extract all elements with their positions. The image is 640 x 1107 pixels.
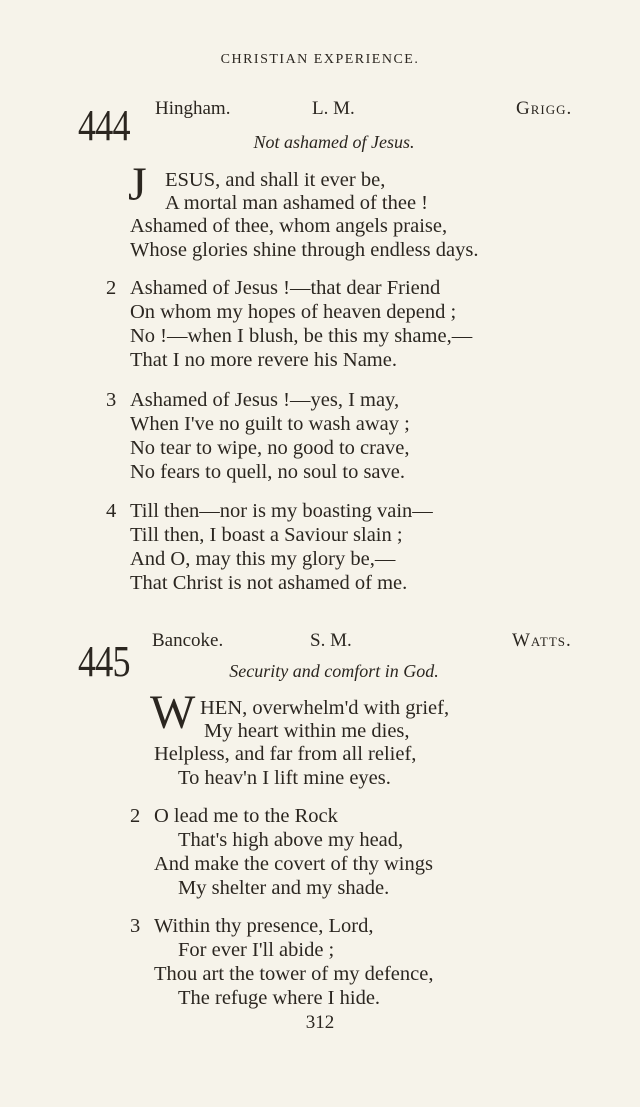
verse-line: Till then—nor is my boasting vain— xyxy=(130,500,433,522)
verse-line: My shelter and my shade. xyxy=(178,877,390,899)
tune-name: Bancoke. xyxy=(152,630,224,651)
verse-line: That Christ is not ashamed of me. xyxy=(130,572,408,594)
composer: Watts. xyxy=(512,630,572,651)
verse-line: The refuge where I hide. xyxy=(178,987,381,1009)
verse-line: Ashamed of Jesus !—yes, I may, xyxy=(130,389,400,411)
verse-line: And make the covert of thy wings xyxy=(154,853,433,875)
verse-line: A mortal man ashamed of thee ! xyxy=(165,192,428,214)
hymn-number: 444 xyxy=(78,101,130,150)
verse-line: HEN, overwhelm'd with grief, xyxy=(200,697,450,719)
meter: S. M. xyxy=(310,630,352,651)
drop-cap: J xyxy=(128,158,147,211)
verse-line: That I no more revere his Name. xyxy=(130,349,397,371)
verse-line: To heav'n I lift mine eyes. xyxy=(178,767,391,789)
running-head: CHRISTIAN EXPERIENCE. xyxy=(220,52,420,67)
page-number: 312 xyxy=(305,1012,335,1033)
hymn-number: 445 xyxy=(78,637,130,686)
verse-number: 3 xyxy=(106,389,117,411)
verse-line: And O, may this my glory be,— xyxy=(130,548,396,570)
verse-line: Helpless, and far from all relief, xyxy=(154,743,417,765)
verse-line: O lead me to the Rock xyxy=(154,805,338,827)
verse-number: 2 xyxy=(130,805,141,827)
hymn-subtitle: Security and comfort in God. xyxy=(229,661,439,681)
verse-line: That's high above my head, xyxy=(178,829,404,851)
verse-number: 4 xyxy=(106,500,117,522)
tune-name: Hingham. xyxy=(155,98,231,119)
drop-cap: W xyxy=(150,686,196,739)
verse-line: Within thy presence, Lord, xyxy=(154,915,374,937)
meter: L. M. xyxy=(312,98,355,119)
verse-line: Thou art the tower of my defence, xyxy=(154,963,434,985)
verse-line: For ever I'll abide ; xyxy=(178,939,335,961)
verse-line: No !—when I blush, be this my shame,— xyxy=(130,325,473,347)
verse-line: Ashamed of thee, whom angels praise, xyxy=(130,215,448,237)
composer: Grigg. xyxy=(516,98,573,119)
verse-line: Till then, I boast a Saviour slain ; xyxy=(130,524,403,546)
verse-number: 2 xyxy=(106,277,117,299)
verse-line: On whom my hopes of heaven depend ; xyxy=(130,301,457,323)
verse-line: Ashamed of Jesus !—that dear Friend xyxy=(130,277,441,299)
verse-number: 3 xyxy=(130,915,141,937)
verse-line: Whose glories shine through endless days. xyxy=(130,239,479,261)
verse-line: My heart within me dies, xyxy=(204,720,410,742)
verse-line: ESUS, and shall it ever be, xyxy=(165,169,386,191)
hymn-subtitle: Not ashamed of Jesus. xyxy=(253,132,415,152)
verse-line: No tear to wipe, no good to crave, xyxy=(130,437,410,459)
verse-line: When I've no guilt to wash away ; xyxy=(130,413,410,435)
verse-line: No fears to quell, no soul to save. xyxy=(130,461,405,483)
